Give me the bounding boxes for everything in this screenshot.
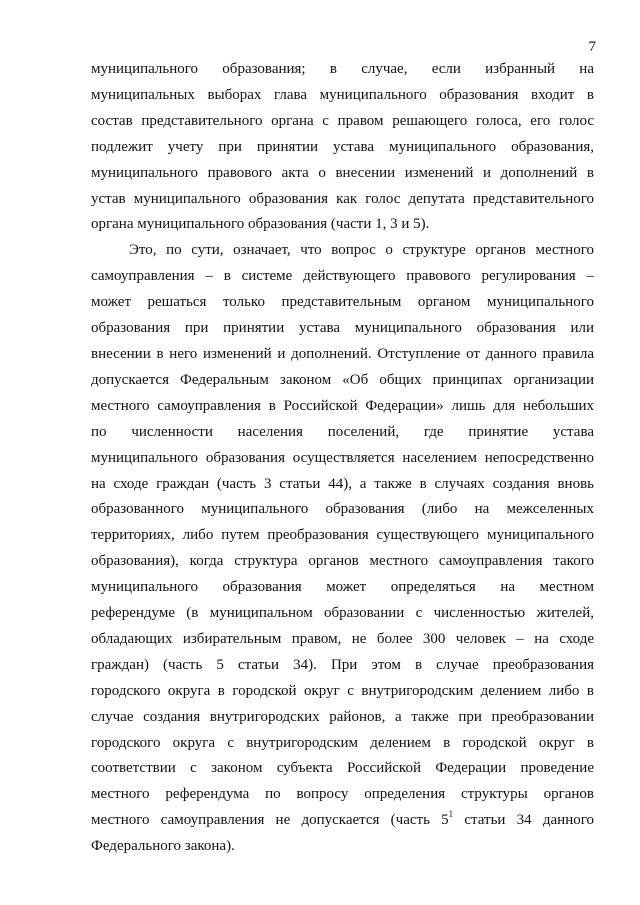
text-line: состав представительного органа с правом решающего голоса, его голос	[91, 112, 594, 129]
text-line: допускается Федеральным законом «Об общих принципах организации	[91, 371, 594, 388]
text-line: обладающих избирательным правом, не более 300 человек – на сходе	[91, 630, 594, 647]
text-line: органа муниципального образования (части 1, 3 и 5).	[91, 216, 430, 233]
text-line: местного самоуправления в Российской Федерации» лишь для небольших	[91, 397, 594, 414]
text-line: муниципального образования; в случае, если избранный на	[91, 61, 594, 77]
paragraph	[91, 57, 594, 238]
text-line: граждан) (часть 5 статьи 34). При этом в случае преобразования	[91, 656, 594, 673]
text-line: случае создания внутригородских районов, а также при преобразовании	[91, 708, 594, 725]
text-segment: статьи 34 данного	[453, 812, 594, 829]
text-line: референдуме (в муниципальном образовании с численностью жителей,	[91, 605, 594, 622]
text-line: городского округа с внутригородским делением в городской округ в	[91, 734, 594, 751]
text-line: внесении в него изменений и дополнений. Отступление от данного правила	[91, 345, 594, 362]
text-line: городского округа в городской округ с внутригородским делением либо в	[91, 682, 594, 699]
text-line: Федерального закона).	[91, 838, 235, 855]
text-line: по численности населения поселений, где принятие устава	[91, 423, 594, 440]
page-number: 7	[588, 39, 596, 55]
text-line: образования при принятии устава муниципального образования или	[91, 320, 594, 337]
text-line: территориях, либо путем преобразования существующего муниципального	[91, 527, 594, 544]
text-line: устав муниципального образования как голос депутата представительного	[91, 190, 594, 207]
text-line: подлежит учету при принятии устава муниципального образования,	[91, 138, 594, 155]
text-line: соответствии с законом субъекта Российской Федерации проведение	[91, 760, 594, 777]
text-line: самоуправления – в системе действующего правового регулирования –	[91, 268, 594, 285]
text-line: муниципального образования осуществляется населением непосредственно	[91, 449, 594, 466]
text-line: муниципальных выборах глава муниципального образования входит в	[91, 86, 594, 103]
text-segment: местного самоуправления не допускается (часть 5	[91, 812, 449, 829]
text-line: может решаться только представительным органом муниципального	[91, 294, 594, 311]
text-line: муниципального образования может определяться на местном	[91, 579, 594, 596]
text-line: Это, по сути, означает, что вопрос о структуре органов местного	[129, 242, 594, 259]
document-body	[91, 57, 594, 860]
text-line: образованного муниципального образования (либо на межселенных	[91, 501, 594, 518]
text-line: муниципального правового акта о внесении изменений и дополнений в	[91, 164, 594, 181]
text-line: образования), когда структура органов местного самоуправления такого	[91, 553, 594, 570]
text-line: на сходе граждан (часть 3 статьи 44), а также в случаях создания вновь	[91, 475, 594, 492]
paragraph	[91, 238, 594, 860]
text-line	[91, 808, 594, 834]
text-line: местного референдума по вопросу определения структуры органов	[91, 786, 594, 803]
superscript-number: 1	[448, 809, 454, 820]
